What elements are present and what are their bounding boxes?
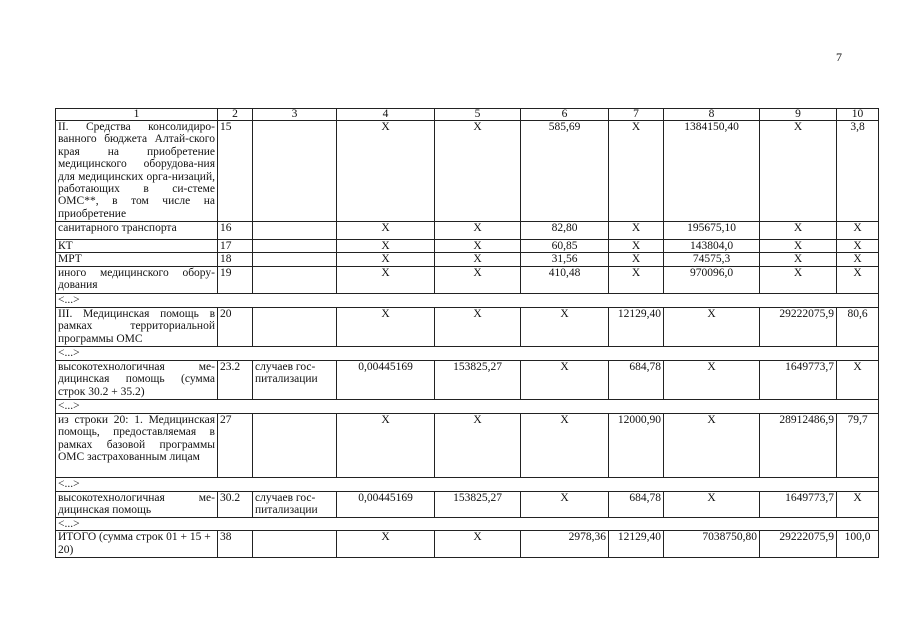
cell: 12129,40: [609, 531, 664, 558]
row-code: 19: [218, 266, 253, 293]
cell: X: [837, 222, 879, 240]
table-row: [56, 413, 879, 477]
cell: X: [435, 413, 521, 477]
cell: 0,00445169: [337, 491, 435, 517]
row-code: 30.2: [218, 491, 253, 517]
table-row: [56, 121, 879, 222]
header-cell: 2: [218, 109, 253, 121]
cell: 79,7: [837, 413, 879, 477]
cell: X: [337, 253, 435, 266]
page-number: 7: [836, 50, 842, 64]
cell: X: [760, 253, 837, 266]
cell: 153825,27: [435, 360, 521, 399]
cell: X: [609, 121, 664, 222]
cell: X: [521, 413, 609, 477]
ellipsis-marker: <...>: [56, 477, 879, 491]
table-row: [56, 491, 879, 517]
row-label: из строки 20: 1. Медицинская помощь, предоставляемая в рамках базовой программы ОМС застрахованным лицам: [56, 413, 218, 477]
cell: X: [664, 491, 760, 517]
cell: X: [609, 266, 664, 293]
cell: X: [521, 491, 609, 517]
cell: X: [837, 360, 879, 399]
ellipsis-marker: <...>: [56, 517, 879, 530]
cell: X: [609, 253, 664, 266]
row-code: 23.2: [218, 360, 253, 399]
cell: 7038750,80: [664, 531, 760, 558]
cell: 28912486,9: [760, 413, 837, 477]
row-code: 38: [218, 531, 253, 558]
table-row: [56, 253, 879, 266]
row-code: 17: [218, 240, 253, 253]
row-label: санитарного транспорта: [56, 222, 218, 240]
cell: [253, 253, 337, 266]
row-label: КТ: [56, 240, 218, 253]
cell: X: [435, 307, 521, 346]
cell: X: [837, 491, 879, 517]
cell: 2978,36: [521, 531, 609, 558]
cell: 100,0: [837, 531, 879, 558]
cell: X: [837, 253, 879, 266]
row-label: МРТ: [56, 253, 218, 266]
ellipsis-marker: <...>: [56, 293, 879, 307]
cell: [253, 307, 337, 346]
cell: X: [837, 266, 879, 293]
cell: 1384150,40: [664, 121, 760, 222]
cell: 970096,0: [664, 266, 760, 293]
separator-row: [56, 293, 879, 307]
row-code: 18: [218, 253, 253, 266]
cell: X: [664, 307, 760, 346]
cell: 31,56: [521, 253, 609, 266]
header-cell: 7: [609, 109, 664, 121]
cell: 74575,3: [664, 253, 760, 266]
cell: X: [435, 240, 521, 253]
cell: X: [521, 307, 609, 346]
cell: 684,78: [609, 360, 664, 399]
header-cell: 5: [435, 109, 521, 121]
table-row: [56, 307, 879, 346]
row-code: 16: [218, 222, 253, 240]
separator-row: [56, 399, 879, 413]
cell: 1649773,7: [760, 360, 837, 399]
cell: 60,85: [521, 240, 609, 253]
header-cell: 8: [664, 109, 760, 121]
header-cell: 3: [253, 109, 337, 121]
table-row: [56, 240, 879, 253]
cell: X: [609, 240, 664, 253]
cell: 3,8: [837, 121, 879, 222]
cell: [253, 222, 337, 240]
separator-row: [56, 346, 879, 360]
cell: X: [337, 121, 435, 222]
cell: 585,69: [521, 121, 609, 222]
row-code: 20: [218, 307, 253, 346]
table-row: [56, 360, 879, 399]
cell: 12000,90: [609, 413, 664, 477]
cell: случаев гос-питализации: [253, 491, 337, 517]
ellipsis-marker: <...>: [56, 399, 879, 413]
cell: [253, 240, 337, 253]
cell: 29222075,9: [760, 531, 837, 558]
cell: 29222075,9: [760, 307, 837, 346]
cell: 0,00445169: [337, 360, 435, 399]
cell: X: [760, 222, 837, 240]
cell: случаев гос-питализации: [253, 360, 337, 399]
row-code: 15: [218, 121, 253, 222]
cell: 82,80: [521, 222, 609, 240]
ellipsis-marker: <...>: [56, 346, 879, 360]
table-row: [56, 266, 879, 293]
cell: [253, 413, 337, 477]
cell: 143804,0: [664, 240, 760, 253]
row-label: III. Медицинская помощь в рамках территориальной программы ОМС: [56, 307, 218, 346]
cell: X: [337, 240, 435, 253]
row-code: 27: [218, 413, 253, 477]
cell: X: [760, 121, 837, 222]
cell: 1649773,7: [760, 491, 837, 517]
cell: [253, 121, 337, 222]
cell: 410,48: [521, 266, 609, 293]
cell: X: [337, 307, 435, 346]
header-cell: 10: [837, 109, 879, 121]
cell: 684,78: [609, 491, 664, 517]
separator-row: [56, 517, 879, 530]
row-label: II. Средства консолидиро-ванного бюджета Алтай-ского края на приобретение медицинского оборудова-ния для медицинских орга-низаций, работающих в си-стеме ОМС**, в том числе на приобретение: [56, 121, 218, 222]
row-label: ИТОГО (сумма строк 01 + 15 + 20): [56, 531, 218, 558]
cell: X: [664, 360, 760, 399]
cell: X: [760, 266, 837, 293]
cell: X: [337, 266, 435, 293]
cell: X: [337, 413, 435, 477]
row-label: высокотехнологичная ме-дицинская помощь: [56, 491, 218, 517]
table-row: [56, 222, 879, 240]
header-cell: 4: [337, 109, 435, 121]
cell: X: [435, 121, 521, 222]
cell: X: [837, 240, 879, 253]
cell: [253, 266, 337, 293]
cell: X: [760, 240, 837, 253]
header-row: [56, 109, 879, 121]
separator-row: [56, 477, 879, 491]
cell: X: [435, 266, 521, 293]
cell: 80,6: [837, 307, 879, 346]
cell: X: [435, 222, 521, 240]
cell: X: [521, 360, 609, 399]
cell: X: [435, 531, 521, 558]
cell: X: [664, 413, 760, 477]
total-row: [56, 531, 879, 558]
data-table: [55, 108, 879, 558]
cell: 153825,27: [435, 491, 521, 517]
cell: X: [337, 222, 435, 240]
cell: [253, 531, 337, 558]
cell: X: [609, 222, 664, 240]
cell: X: [337, 531, 435, 558]
cell: X: [435, 253, 521, 266]
cell: 12129,40: [609, 307, 664, 346]
row-label: иного медицинского обору-дования: [56, 266, 218, 293]
header-cell: 9: [760, 109, 837, 121]
header-cell: 6: [521, 109, 609, 121]
row-label: высокотехнологичная ме-дицинская помощь (сумма строк 30.2 + 35.2): [56, 360, 218, 399]
header-cell: 1: [56, 109, 218, 121]
cell: 195675,10: [664, 222, 760, 240]
